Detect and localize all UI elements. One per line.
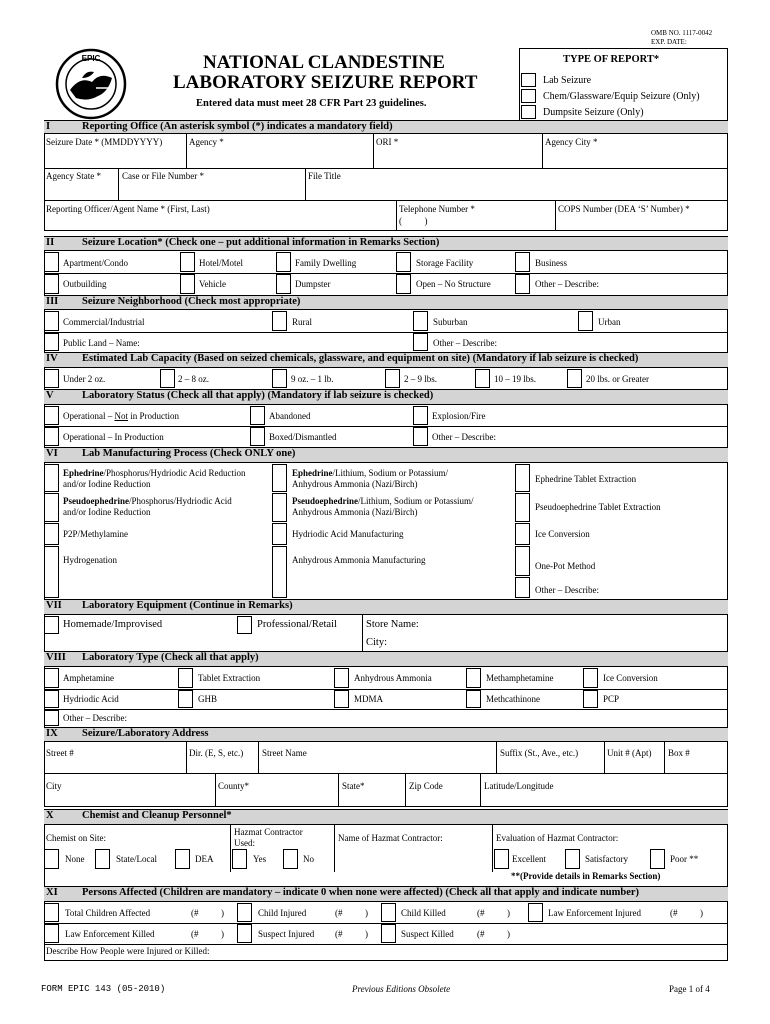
nb-rural: Rural bbox=[292, 317, 312, 327]
type-hydriodic-checkbox[interactable] bbox=[44, 690, 59, 708]
pa-child-killed-checkbox[interactable] bbox=[381, 903, 396, 922]
nb-rural-checkbox[interactable] bbox=[272, 311, 287, 331]
status-explosion-checkbox[interactable] bbox=[413, 406, 428, 425]
lab-seizure-checkbox[interactable] bbox=[521, 73, 536, 87]
chem-none-checkbox[interactable] bbox=[44, 849, 59, 869]
mp-hydriodic-checkbox[interactable] bbox=[272, 523, 287, 545]
pa-total-children: Total Children Affected bbox=[65, 908, 151, 918]
evaluation-label: Evaluation of Hazmat Contractor: bbox=[496, 833, 619, 843]
hazmat-label-1: Hazmat Contractor bbox=[234, 827, 303, 837]
cap-9-1-checkbox[interactable] bbox=[272, 369, 287, 388]
cap-20: 20 lbs. or Greater bbox=[586, 374, 649, 384]
type-anhydrous-checkbox[interactable] bbox=[334, 668, 349, 688]
section-6-header: VI Lab Manufacturing Process (Check ONLY one) bbox=[44, 447, 728, 463]
equip-professional-checkbox[interactable] bbox=[237, 616, 252, 634]
pa-suspect-killed-count: (# ) bbox=[477, 929, 510, 939]
cap-under2-checkbox[interactable] bbox=[44, 369, 59, 388]
mp-ice-checkbox[interactable] bbox=[515, 523, 530, 545]
eval-satisfactory-checkbox[interactable] bbox=[565, 849, 580, 869]
status-boxed-checkbox[interactable] bbox=[250, 427, 265, 446]
mp-eph-li: Ephedrine/Lithium, Sodium or Potassium/ bbox=[292, 468, 449, 478]
type-methcathinone: Methcathinone bbox=[486, 694, 540, 704]
loc-family: Family Dwelling bbox=[295, 258, 357, 268]
equip-professional: Professional/Retail bbox=[257, 619, 337, 630]
type-ghb: GHB bbox=[198, 694, 218, 704]
loc-family-checkbox[interactable] bbox=[276, 252, 291, 272]
hazmat-yes: Yes bbox=[253, 854, 267, 864]
pa-child-killed-count: (# ) bbox=[477, 908, 510, 918]
cap-20-checkbox[interactable] bbox=[567, 369, 582, 388]
status-other: Other – Describe: bbox=[432, 432, 496, 442]
pa-child-injured: Child Injured bbox=[258, 908, 307, 918]
equip-homemade-checkbox[interactable] bbox=[44, 616, 59, 634]
cap-10-19-checkbox[interactable] bbox=[475, 369, 490, 388]
status-in-prod: Operational – In Production bbox=[63, 432, 164, 442]
loc-dumpster: Dumpster bbox=[295, 279, 331, 289]
type-anhydrous: Anhydrous Ammonia bbox=[354, 673, 432, 683]
type-mdma: MDMA bbox=[354, 694, 384, 704]
loc-hotel-checkbox[interactable] bbox=[180, 252, 195, 272]
box-label: Box # bbox=[668, 748, 690, 758]
cap-9-1: 9 oz. – 1 lb. bbox=[291, 374, 334, 384]
loc-vehicle: Vehicle bbox=[199, 279, 226, 289]
pa-total-children-checkbox[interactable] bbox=[44, 903, 59, 922]
mp-eph-tab: Ephedrine Tablet Extraction bbox=[535, 474, 637, 484]
loc-outbuilding-checkbox[interactable] bbox=[44, 274, 59, 294]
eval-poor-checkbox[interactable] bbox=[650, 849, 665, 869]
section-3-header: III Seizure Neighborhood (Check most appropriate) bbox=[44, 295, 728, 310]
title-line-1: NATIONAL CLANDESTINE bbox=[203, 52, 445, 73]
type-other-checkbox[interactable] bbox=[44, 710, 59, 726]
nb-suburban-checkbox[interactable] bbox=[413, 311, 428, 331]
cap-2-8-checkbox[interactable] bbox=[160, 369, 175, 388]
store-city-label: City: bbox=[366, 637, 388, 648]
nb-public-land-checkbox[interactable] bbox=[44, 333, 59, 351]
describe-injuries-label: Describe How People were Injured or Killed: bbox=[46, 946, 210, 956]
loc-business-checkbox[interactable] bbox=[515, 252, 530, 272]
type-other: Other – Describe: bbox=[63, 713, 127, 723]
file-title-label: File Title bbox=[308, 171, 341, 181]
equip-homemade: Homemade/Improvised bbox=[63, 619, 163, 630]
form-number: FORM EPIC 143 (05-2010) bbox=[41, 984, 166, 994]
agency-state-label: Agency State * bbox=[46, 171, 101, 181]
nb-other-checkbox[interactable] bbox=[413, 333, 428, 351]
hazmat-label-2: Used: bbox=[234, 838, 255, 848]
cap-2-9: 2 – 9 lbs. bbox=[404, 374, 438, 384]
status-not-prod: Operational – Not in Production bbox=[63, 411, 179, 421]
chem-dea-checkbox[interactable] bbox=[175, 849, 190, 869]
svg-text:EPIC: EPIC bbox=[81, 54, 101, 63]
chemist-label: Chemist on Site: bbox=[46, 833, 107, 843]
seizure-date-label: Seizure Date * (MMDDYYYY) bbox=[46, 137, 163, 147]
loc-other: Other – Describe: bbox=[535, 279, 599, 289]
pa-le-injured-count: (# ) bbox=[670, 908, 703, 918]
loc-outbuilding: Outbuilding bbox=[63, 279, 107, 289]
page-number: Page 1 of 4 bbox=[669, 984, 710, 994]
exp-date: EXP. DATE: bbox=[651, 38, 687, 46]
loc-dumpster-checkbox[interactable] bbox=[276, 274, 291, 294]
eval-satisfactory: Satisfactory bbox=[585, 854, 628, 864]
ori-label: ORI * bbox=[376, 137, 399, 147]
agency-city-label: Agency City * bbox=[545, 137, 598, 147]
type-ice-checkbox[interactable] bbox=[583, 668, 598, 688]
direction-label: Dir. (E, S, etc.) bbox=[189, 748, 244, 758]
street-name-label: Street Name bbox=[262, 748, 307, 758]
mp-eph-li-checkbox[interactable] bbox=[272, 464, 287, 492]
section-4-header: IV Estimated Lab Capacity (Based on seized chemicals, glassware, and equipment on site) (Mandatory if lab seizure is checked) bbox=[44, 352, 728, 368]
hazmat-no-checkbox[interactable] bbox=[283, 849, 298, 869]
mp-hydriodic: Hydriodic Acid Manufacturing bbox=[292, 529, 404, 539]
chem-state-checkbox[interactable] bbox=[95, 849, 110, 869]
mp-eph-p-line2: and/or Iodine Reduction bbox=[63, 479, 151, 489]
section-7-header: VII Laboratory Equipment (Continue in Remarks) bbox=[44, 599, 728, 615]
mp-other: Other – Describe: bbox=[535, 585, 599, 595]
pa-le-killed-count: (# ) bbox=[191, 929, 224, 939]
loc-vehicle-checkbox[interactable] bbox=[180, 274, 195, 294]
loc-storage: Storage Facility bbox=[416, 258, 474, 268]
pa-child-injured-checkbox[interactable] bbox=[237, 903, 252, 922]
section-10-header: X Chemist and Cleanup Personnel* bbox=[44, 809, 728, 825]
hazmat-yes-checkbox[interactable] bbox=[232, 849, 247, 869]
nb-urban-checkbox[interactable] bbox=[578, 311, 593, 331]
type-meth-checkbox[interactable] bbox=[466, 668, 481, 688]
mp-pse-tab-checkbox[interactable] bbox=[515, 493, 530, 522]
eval-excellent: Excellent bbox=[512, 854, 546, 864]
guidelines-note: Entered data must meet 28 CFR Part 23 guidelines. bbox=[196, 98, 427, 109]
section-2-header: II Seizure Location* (Check one – put additional information in Remarks Section) bbox=[44, 236, 728, 251]
title-line-2: LABORATORY SEIZURE REPORT bbox=[173, 72, 478, 93]
unit-label: Unit # (Apt) bbox=[607, 748, 652, 758]
officer-name-label: Reporting Officer/Agent Name * (First, Last) bbox=[46, 204, 210, 214]
mp-onepot-checkbox[interactable] bbox=[515, 546, 530, 576]
telephone-area-code: ( ) bbox=[399, 216, 428, 226]
pa-suspect-killed-checkbox[interactable] bbox=[381, 924, 396, 943]
type-chem-glassware: Chem/Glassware/Equip Seizure (Only) bbox=[543, 91, 700, 102]
type-amphetamine: Amphetamine bbox=[63, 673, 114, 683]
pa-suspect-injured-count: (# ) bbox=[335, 929, 368, 939]
agency-label: Agency * bbox=[189, 137, 224, 147]
type-pcp-checkbox[interactable] bbox=[583, 690, 598, 708]
type-ice: Ice Conversion bbox=[603, 673, 658, 683]
pa-child-injured-count: (# ) bbox=[335, 908, 368, 918]
loc-open-checkbox[interactable] bbox=[396, 274, 411, 294]
type-tablet: Tablet Extraction bbox=[198, 673, 261, 683]
loc-open: Open – No Structure bbox=[416, 279, 491, 289]
telephone-label: Telephone Number * bbox=[399, 204, 475, 214]
mp-pse-li-line2: Anhydrous Ammonia (Nazi/Birch) bbox=[292, 507, 418, 517]
zip-label: Zip Code bbox=[409, 781, 443, 791]
loc-storage-checkbox[interactable] bbox=[396, 252, 411, 272]
nb-suburban: Suburban bbox=[433, 317, 468, 327]
dumpsite-checkbox[interactable] bbox=[521, 105, 536, 119]
loc-apartment-checkbox[interactable] bbox=[44, 252, 59, 272]
type-methcathinone-checkbox[interactable] bbox=[466, 690, 481, 708]
type-ghb-checkbox[interactable] bbox=[178, 690, 193, 708]
type-tablet-checkbox[interactable] bbox=[178, 668, 193, 688]
status-abandoned: Abandoned bbox=[269, 411, 311, 421]
pa-le-killed: Law Enforcement Killed bbox=[65, 929, 155, 939]
mp-eph-p-checkbox[interactable] bbox=[44, 464, 59, 492]
pa-suspect-injured: Suspect Injured bbox=[258, 929, 315, 939]
loc-apartment: Apartment/Condo bbox=[63, 258, 128, 268]
type-pcp: PCP bbox=[603, 694, 620, 704]
pa-suspect-injured-checkbox[interactable] bbox=[237, 924, 252, 943]
type-meth: Methamphetamine bbox=[486, 673, 554, 683]
mp-ice: Ice Conversion bbox=[535, 529, 590, 539]
pa-le-killed-checkbox[interactable] bbox=[44, 924, 59, 943]
hazmat-no: No bbox=[303, 854, 314, 864]
loc-other-checkbox[interactable] bbox=[515, 274, 530, 294]
mp-pse-p-line2: and/or Iodine Reduction bbox=[63, 507, 151, 517]
mp-p2p-checkbox[interactable] bbox=[44, 523, 59, 545]
mp-onepot: One-Pot Method bbox=[535, 561, 596, 571]
status-not-prod-checkbox[interactable] bbox=[44, 406, 59, 425]
nb-commercial: Commercial/Industrial bbox=[63, 317, 145, 327]
chem-dea: DEA bbox=[195, 854, 214, 864]
section-8-header: VIII Laboratory Type (Check all that apply) bbox=[44, 651, 728, 667]
mp-hydrogenation: Hydrogenation bbox=[63, 555, 117, 565]
street-number-label: Street # bbox=[46, 748, 74, 758]
type-dumpsite: Dumpsite Seizure (Only) bbox=[543, 107, 644, 118]
type-mdma-checkbox[interactable] bbox=[334, 690, 349, 708]
section-11-header: XI Persons Affected (Children are mandatory – indicate 0 when none were affected) (Check all that apply and indicate number) bbox=[44, 886, 728, 902]
store-name-label: Store Name: bbox=[366, 619, 419, 630]
nb-urban: Urban bbox=[598, 317, 621, 327]
eval-excellent-checkbox[interactable] bbox=[494, 849, 509, 869]
mp-pse-p-checkbox[interactable] bbox=[44, 493, 59, 522]
status-in-prod-checkbox[interactable] bbox=[44, 427, 59, 446]
pa-child-killed: Child Killed bbox=[401, 908, 446, 918]
section-5-header: V Laboratory Status (Check all that apply) (Mandatory if lab seizure is checked) bbox=[44, 389, 728, 405]
county-label: County* bbox=[218, 781, 250, 791]
section-1-header: I Reporting Office (An asterisk symbol (*) indicates a mandatory field) bbox=[44, 120, 728, 134]
previous-editions: Previous Editions Obsolete bbox=[352, 984, 451, 994]
section-9-header: IX Seizure/Laboratory Address bbox=[44, 727, 728, 742]
eval-poor: Poor ** bbox=[670, 854, 699, 864]
epic-logo bbox=[52, 48, 130, 120]
type-hydriodic: Hydriodic Acid bbox=[63, 694, 119, 704]
chem-glassware-checkbox[interactable] bbox=[521, 89, 536, 103]
loc-hotel: Hotel/Motel bbox=[199, 258, 243, 268]
mp-pse-li: Pseudoephedrine/Lithium, Sodium or Potassium/ bbox=[292, 496, 474, 506]
pa-le-injured: Law Enforcement Injured bbox=[548, 908, 641, 918]
state-label: State* bbox=[342, 781, 365, 791]
city-label: City bbox=[46, 781, 62, 791]
nb-commercial-checkbox[interactable] bbox=[44, 311, 59, 331]
mp-anhydrous: Anhydrous Ammonia Manufacturing bbox=[292, 555, 426, 565]
type-amphetamine-checkbox[interactable] bbox=[44, 668, 59, 688]
mp-anhydrous-checkbox[interactable] bbox=[272, 546, 287, 598]
mp-eph-li-line2: Anhydrous Ammonia (Nazi/Birch) bbox=[292, 479, 418, 489]
suffix-label: Suffix (St., Ave., etc.) bbox=[500, 748, 579, 758]
chem-none: None bbox=[65, 854, 85, 864]
cap-2-9-checkbox[interactable] bbox=[385, 369, 400, 388]
mp-other-checkbox[interactable] bbox=[515, 577, 530, 598]
mp-pse-p: Pseudoephedrine/Phosphorus/Hydriodic Acid bbox=[63, 496, 232, 506]
mp-p2p: P2P/Methylamine bbox=[63, 529, 128, 539]
mp-eph-tab-checkbox[interactable] bbox=[515, 464, 530, 492]
status-abandoned-checkbox[interactable] bbox=[250, 406, 265, 425]
hazmat-name-label: Name of Hazmat Contractor: bbox=[338, 833, 443, 843]
mp-pse-li-checkbox[interactable] bbox=[272, 493, 287, 522]
pa-le-injured-checkbox[interactable] bbox=[528, 903, 543, 922]
nb-public-land: Public Land – Name: bbox=[63, 338, 140, 348]
pa-total-children-count: (# ) bbox=[191, 908, 224, 918]
status-other-checkbox[interactable] bbox=[413, 427, 428, 446]
nb-other: Other – Describe: bbox=[433, 338, 497, 348]
chem-state: State/Local bbox=[116, 854, 157, 864]
status-explosion: Explosion/Fire bbox=[432, 411, 486, 421]
type-of-report-title: TYPE OF REPORT* bbox=[563, 54, 660, 65]
loc-business: Business bbox=[535, 258, 568, 268]
mp-pse-tab: Pseudoephedrine Tablet Extraction bbox=[535, 502, 661, 512]
pa-suspect-killed: Suspect Killed bbox=[401, 929, 454, 939]
latlong-label: Latitude/Longitude bbox=[484, 781, 554, 791]
cap-under2: Under 2 oz. bbox=[63, 374, 106, 384]
provide-details-note: **(Provide details in Remarks Section) bbox=[511, 871, 661, 881]
cap-2-8: 2 – 8 oz. bbox=[178, 374, 209, 384]
cap-10-19: 10 – 19 lbs. bbox=[494, 374, 537, 384]
status-boxed: Boxed/Dismantled bbox=[269, 432, 337, 442]
type-lab-seizure: Lab Seizure bbox=[543, 75, 592, 86]
omb-number: OMB NO. 1117-0042 bbox=[651, 29, 713, 37]
cops-number-label: COPS Number (DEA ‘S’ Number) * bbox=[558, 204, 690, 214]
mp-hydrogenation-checkbox[interactable] bbox=[44, 546, 59, 598]
case-number-label: Case or File Number * bbox=[122, 171, 204, 181]
mp-eph-p: Ephedrine/Phosphorus/Hydriodic Acid Reduction bbox=[63, 468, 246, 478]
